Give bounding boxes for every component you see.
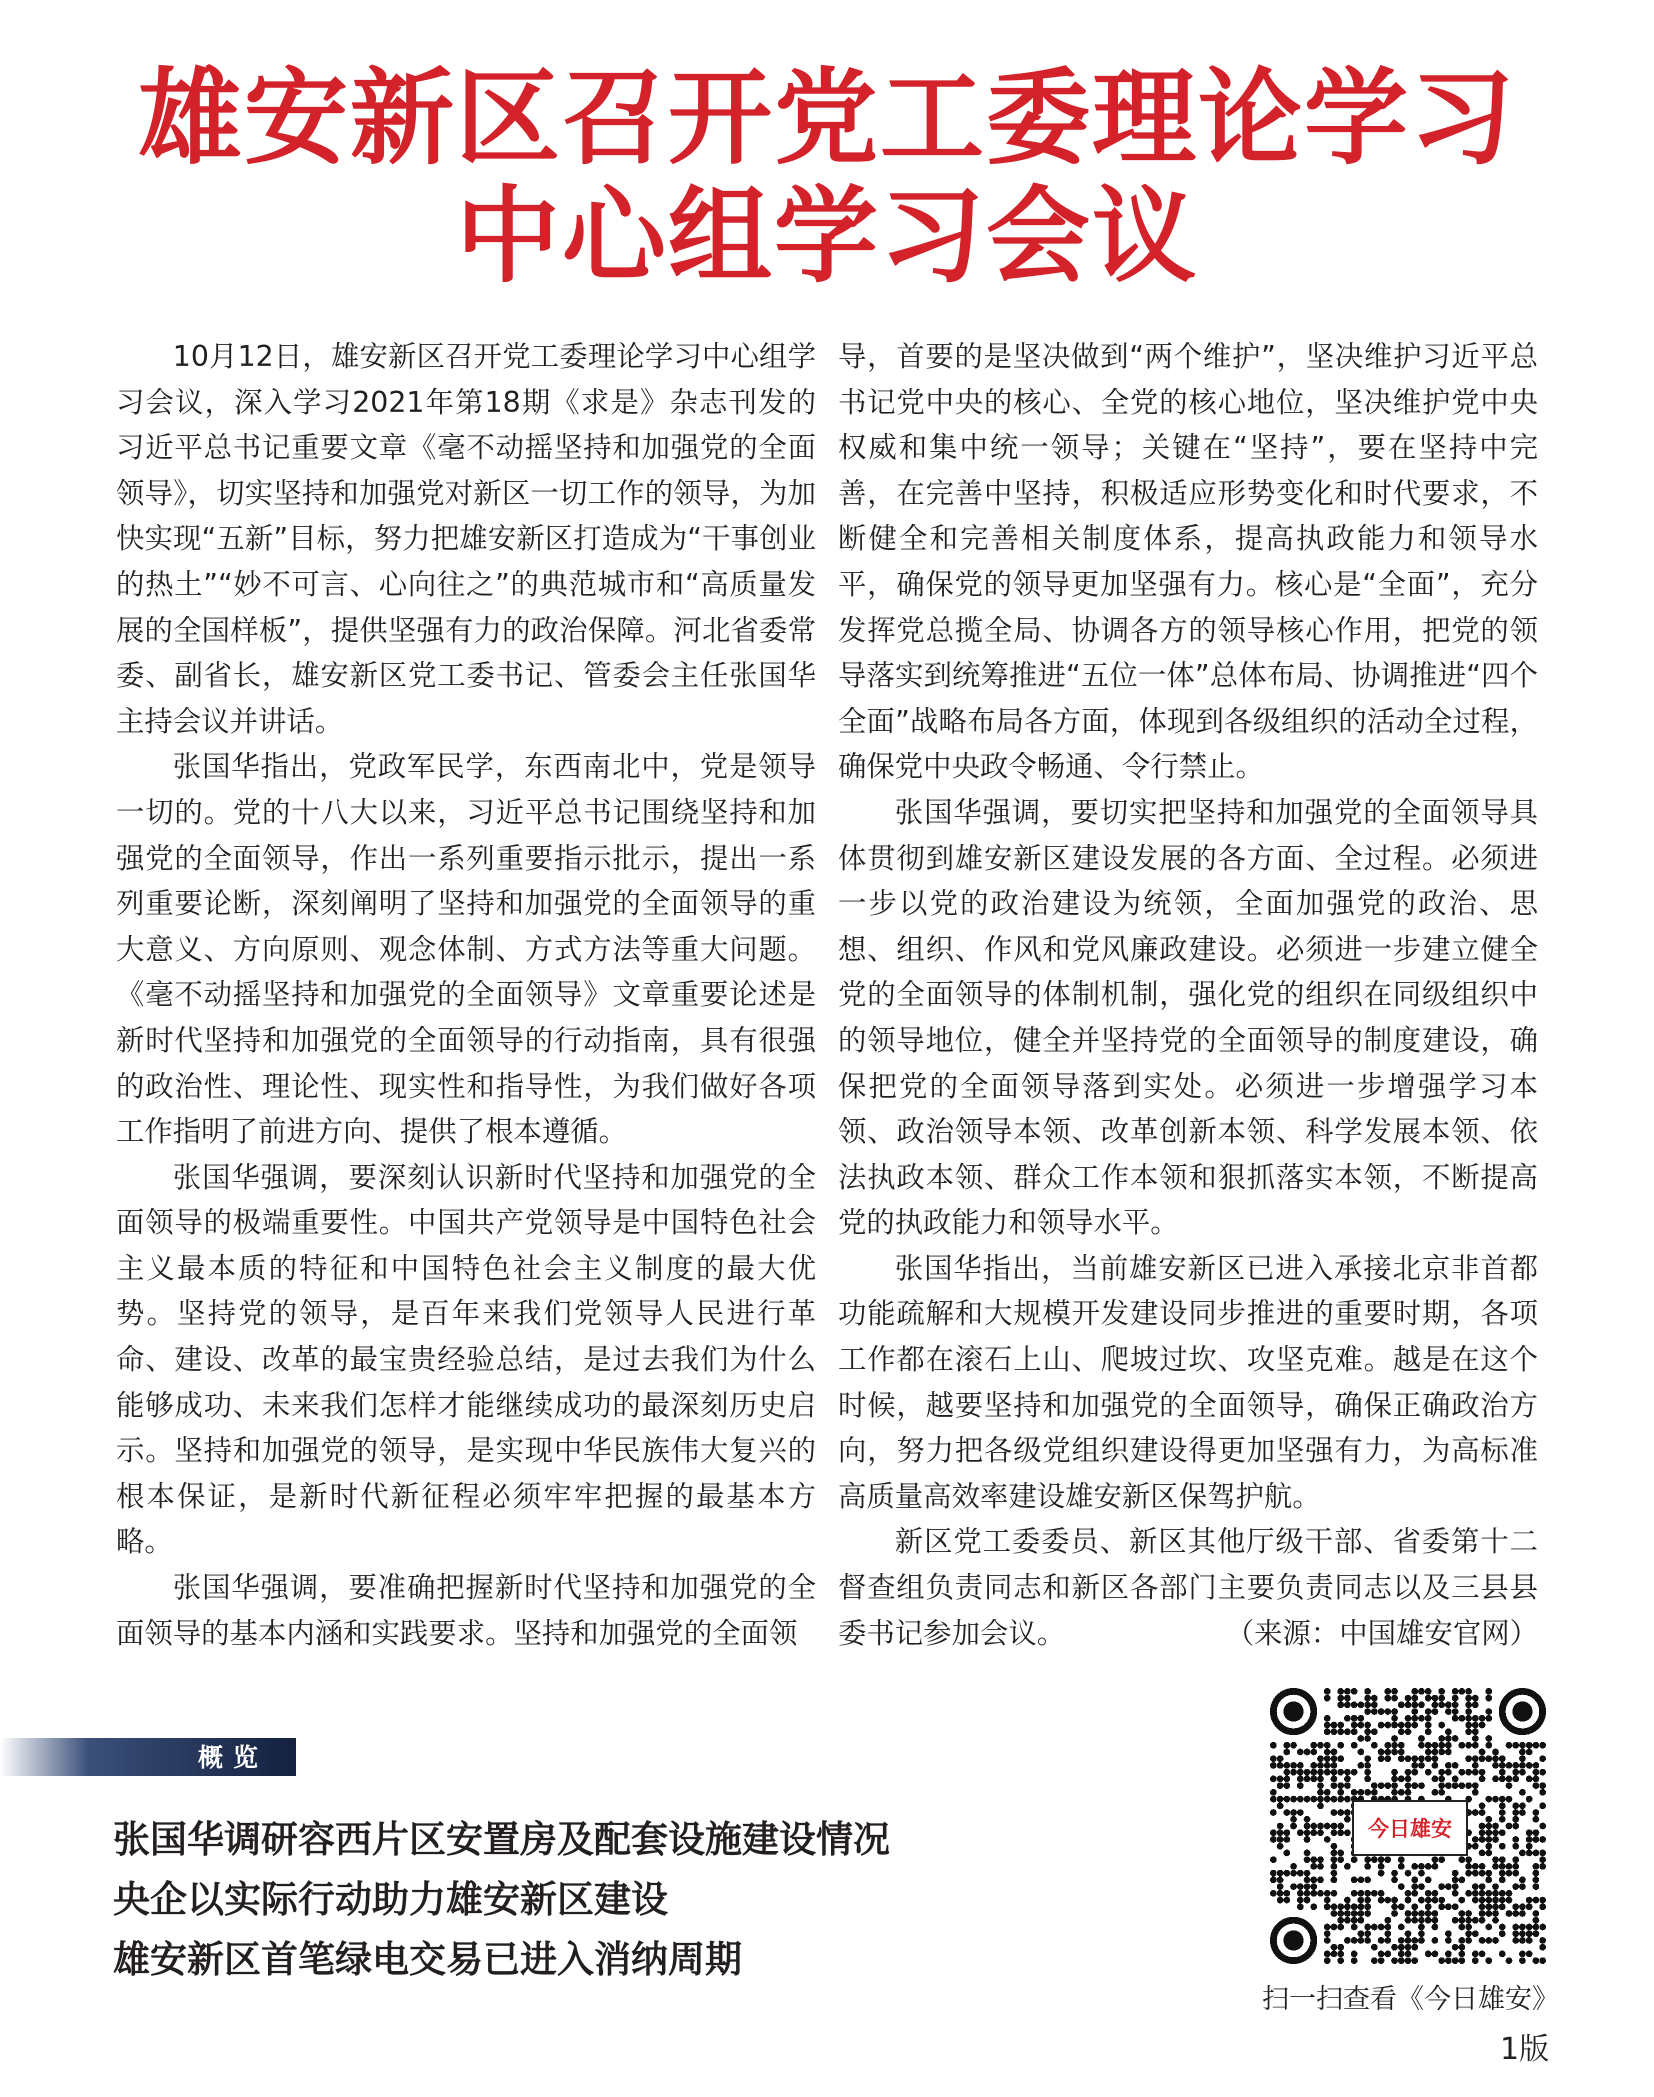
article-paragraph-continued: 导，首要的是坚决做到“两个维护”，坚决维护习近平总书记党中央的核心、全党的核心地位，坚决维护党中央权威和集中统一领导；关键在“坚持”，要在坚持中完善，在完善中坚持，积极适应形势变化和时代要求，不断健全和完善相关制度体系，提高执政能力和领导水平，确保党的领导更加坚强有力。核心是“全面”，充分发挥党总揽全局、协调各方的领导核心作用，把党的领导落实到统筹推进“五位一体”总体布局、协调推进“四个全面”战略布局各方面，体现到各级组织的活动全过程，确保党中央政令畅通、令行禁止。 xyxy=(838,340,1538,784)
article-paragraph-last xyxy=(838,1519,1538,1656)
page-title-line-1: 雄安新区召开党工委理论学习 xyxy=(137,56,1516,179)
article-paragraph: 张国华强调，要切实把坚持和加强党的全面领导具体贯彻到雄安新区建设发展的各方面、全过程。必须进一步以党的政治建设为统领，全面加强党的政治、思想、组织、作风和党风廉政建设。必须进一步建立健全党的全面领导的体制机制，强化党的组织在同级组织中的领导地位，健全并坚持党的全面领导的制度建设，确保把党的全面领导落到实处。必须进一步增强学习本领、政治领导本领、改革创新本领、科学发展本领、依法执政本领、群众工作本领和狠抓落实本领，不断提高党的执政能力和领导水平。 xyxy=(838,795,1538,1240)
page-number: 1版 xyxy=(1500,2032,1550,2067)
overview-headline-link[interactable]: 张国华调研容西片区安置房及配套设施建设情况 xyxy=(113,1818,890,1861)
qr-logo: 今日雄安 xyxy=(1352,1800,1468,1856)
page-title-line-2: 中心组学习会议 xyxy=(455,174,1198,297)
article-paragraph-text: 新区党工委委员、新区其他厅级干部、省委第十二督查组负责同志和新区各部门主要负责同志以及三县县委书记参加会议。 xyxy=(838,1525,1538,1650)
article-paragraph: 张国华强调，要准确把握新时代坚持和加强党的全面领导的基本内涵和实践要求。坚持和加强党的全面领 xyxy=(116,1571,816,1650)
overview-section-label: 概览 xyxy=(198,1743,269,1772)
article-paragraph: 张国华指出，当前雄安新区已进入承接北京非首都功能疏解和大规模开发建设同步推进的重要时期，各项工作都在滚石上山、爬坡过坎、攻坚克难。越是在这个时候，越要坚持和加强党的全面领导，确保正确政治方向，努力把各级党组织建设得更加坚强有力，为高标准高质量高效率建设雄安新区保驾护航。 xyxy=(838,1251,1538,1513)
overview-headlines xyxy=(113,1810,890,1990)
overview-headline-link[interactable]: 雄安新区首笔绿电交易已进入消纳周期 xyxy=(113,1938,742,1981)
article-source: （来源：中国雄安官网） xyxy=(1225,1616,1538,1650)
qr-caption: 扫一扫查看《今日雄安》 xyxy=(1262,1984,1559,2015)
article-paragraph: 10月12日，雄安新区召开党工委理论学习中心组学习会议，深入学习2021年第18期《求是》杂志刊发的习近平总书记重要文章《毫不动摇坚持和加强党的全面领导》，切实坚持和加强党对新区一切工作的领导，为加快实现“五新”目标，努力把雄安新区打造成为“干事创业的热土”“妙不可言、心向往之”的典范城市和“高质量发展的全国样板”，提供坚强有力的政治保障。河北省委常委、副省长，雄安新区党工委书记、管委会主任张国华主持会议并讲话。 xyxy=(116,340,816,738)
article-column-right xyxy=(838,334,1538,1656)
qr-code[interactable] xyxy=(1270,1688,1546,1964)
overview-headline-link[interactable]: 央企以实际行动助力雄安新区建设 xyxy=(113,1878,668,1921)
article-column-left xyxy=(116,334,816,1656)
article-paragraph: 张国华强调，要深刻认识新时代坚持和加强党的全面领导的极端重要性。中国共产党领导是中国特色社会主义最本质的特征和中国特色社会主义制度的最大优势。坚持党的领导，是百年来我们党领导人民进行革命、建设、改革的最宝贵经验总结，是过去我们为什么能够成功、未来我们怎样才能继续成功的最深刻历史启示。坚持和加强党的领导，是实现中华民族伟大复兴的根本保证，是新时代新征程必须牢牢把握的最基本方略。 xyxy=(116,1160,816,1559)
article-paragraph: 张国华指出，党政军民学，东西南北中，党是领导一切的。党的十八大以来，习近平总书记围绕坚持和加强党的全面领导，作出一系列重要指示批示，提出一系列重要论断，深刻阐明了坚持和加强党的全面领导的重大意义、方向原则、观念体制、方式方法等重大问题。《毫不动摇坚持和加强党的全面领导》文章重要论述是新时代坚持和加强党的全面领导的行动指南，具有很强的政治性、理论性、现实性和指导性，为我们做好各项工作指明了前进方向、提供了根本遵循。 xyxy=(116,750,816,1149)
